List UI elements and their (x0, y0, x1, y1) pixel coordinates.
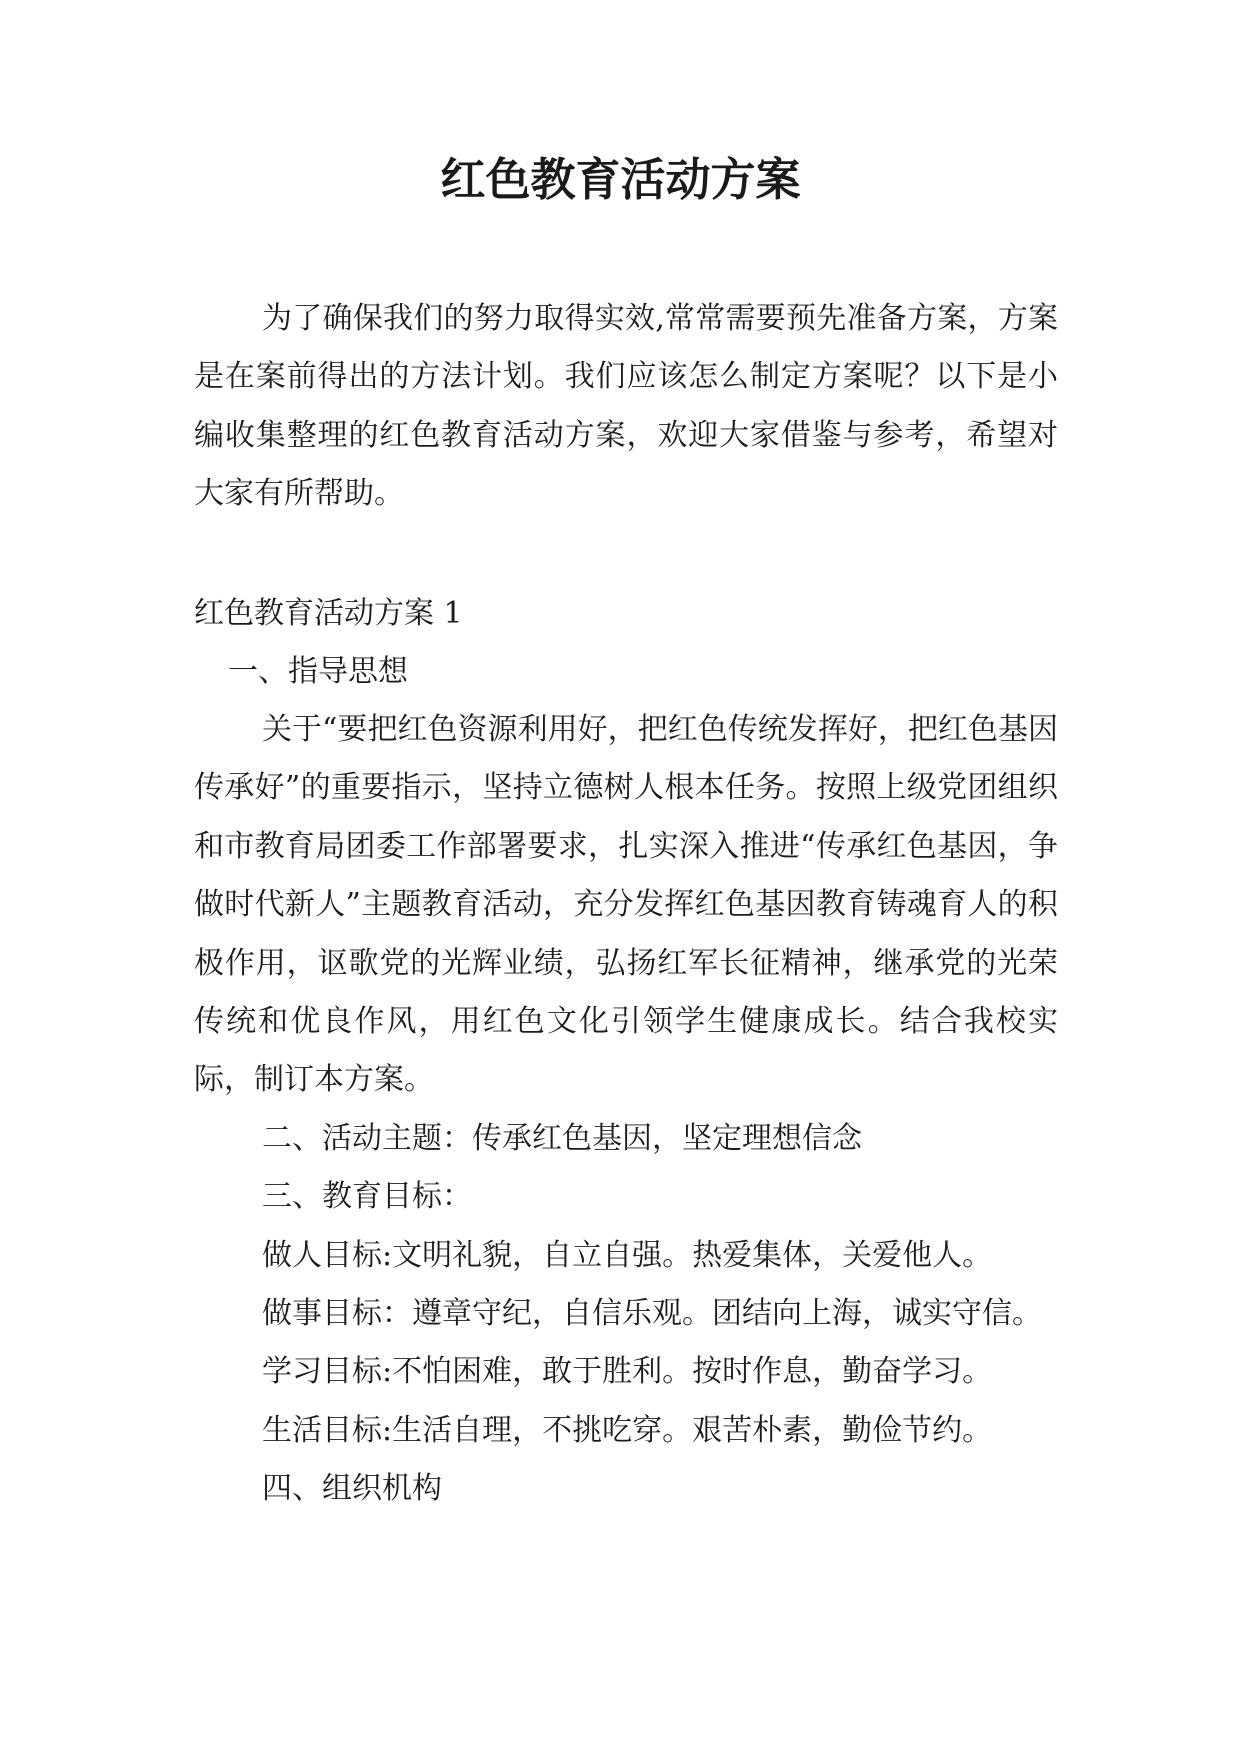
goal-life: 生活目标:生活自理，不挑吃穿。艰苦朴素，勤俭节约。 (262, 1412, 993, 1448)
heading-activity-theme: 二、活动主题：传承红色基因，坚定理想信念 (262, 1120, 862, 1156)
document-title: 红色教育活动方案 (440, 153, 801, 206)
intro-paragraph: 为了确保我们的努力取得实效,常常需要预先准备方案，方案是在案前得出的方法计划。我们应该怎么制定方案呢？以下是小编收集整理的红色教育活动方案，欢迎大家借鉴与参考，希望对大家有所帮助。 (194, 301, 1058, 512)
section-title: 红色教育活动方案 1 (194, 596, 463, 631)
heading-organization: 四、组织机构 (262, 1471, 442, 1507)
goal-person: 做人目标:文明礼貌，自立自强。热爱集体，关爱他人。 (262, 1237, 993, 1273)
goal-work: 做事目标：遵章守纪，自信乐观。团结向上海，诚实守信。 (262, 1296, 1042, 1332)
guiding-paragraph: 关于“要把红色资源利用好，把红色传统发挥好，把红色基因传承好”的重要指示，坚持立德树人根本任务。按照上级党团组织和市教育局团委工作部署要求，扎实深入推进“传承红色基因，争做时代新人”主题教育活动，充分发挥红色基因教育铸魂育人的积极作用，讴歌党的光辉业绩，弘扬红军长征精神，继承党的光荣传统和优良作风，用红色文化引领学生健康成长。结合我校实际，制订本方案。 (194, 712, 1058, 1098)
heading-guiding-ideology: 一、指导思想 (228, 654, 408, 689)
main-content (194, 701, 1058, 1519)
heading-education-goals: 三、教育目标： (262, 1179, 472, 1215)
goal-study: 学习目标:不怕困难，敢于胜利。按时作息，勤奋学习。 (262, 1354, 993, 1390)
